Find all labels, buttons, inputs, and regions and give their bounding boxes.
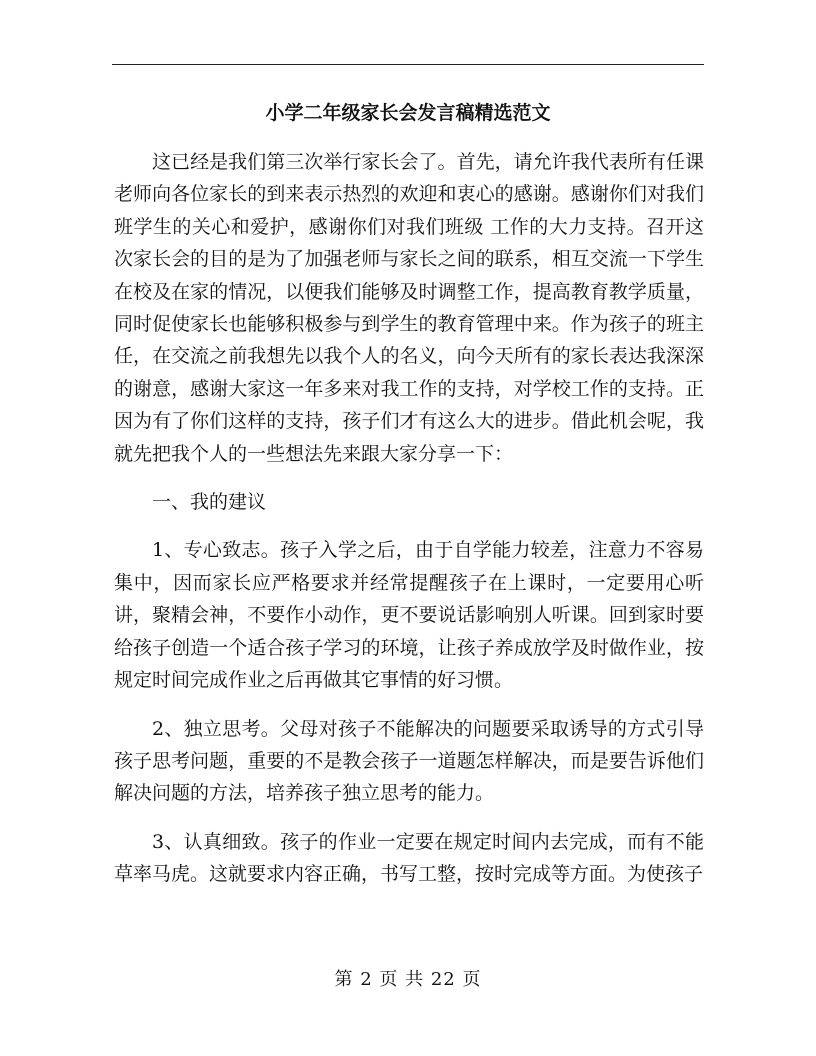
- suggestion-paragraph-1: 1、专心致志。孩子入学之后，由于自学能力较差，注意力不容易集中，因而家长应严格要求并经常提醒孩子在上课时，一定要用心听讲，聚精会神，不要作小动作，更不要说话影响别人听课。回到家时要给孩子创造一个适合孩子学习的环境，让孩子养成放学及时做作业，按规定时间完成作业之后再做其它事情的好习惯。: [114, 539, 704, 692]
- section-heading: 一、我的建议: [152, 491, 267, 514]
- document-body: [114, 146, 704, 891]
- suggestion-paragraph-3: 3、认真细致。孩子的作业一定要在规定时间内去完成，而有不能草率马虎。这就要求内容正确，书写工整，按时完成等方面。为使孩子: [114, 830, 704, 886]
- intro-paragraph: 这已经是我们第三次举行家长会了。首先，请允许我代表所有任课老师向各位家长的到来表示热烈的欢迎和衷心的感谢。感谢你们对我们班学生的关心和爱护，感谢你们对我们班级 工作的大力支持。召开这次家长会的目的是为了加强老师与家长之间的联系，相互交流一下学生在校及在家的情况，以便我们能够及时调整工作，提高教育教学质量，同时促使家长也能够积极参与到学生的教育管理中来。作为孩子的班主任，在交流之前我想先以我个人的名义，向今天所有的家长表达我深深的谢意，感谢大家这一年多来对我工作的支持，对学校工作的支持。正因为有了你们这样的支持，孩子们才有这么大的进步。借此机会呢，我就先把我个人的一些想法先来跟大家分享一下：: [114, 151, 704, 465]
- page-title: 小学二年级家长会发言稿精选范文: [265, 102, 551, 124]
- header-rule: [112, 64, 704, 65]
- suggestion-paragraph-2: 2、独立思考。父母对孩子不能解决的问题要采取诱导的方式引导孩子思考问题，重要的不是教会孩子一道题怎样解决，而是要告诉他们解决问题的方法，培养孩子独立思考的能力。: [114, 717, 704, 805]
- page-number-footer: 第 2 页 共 22 页: [334, 969, 482, 990]
